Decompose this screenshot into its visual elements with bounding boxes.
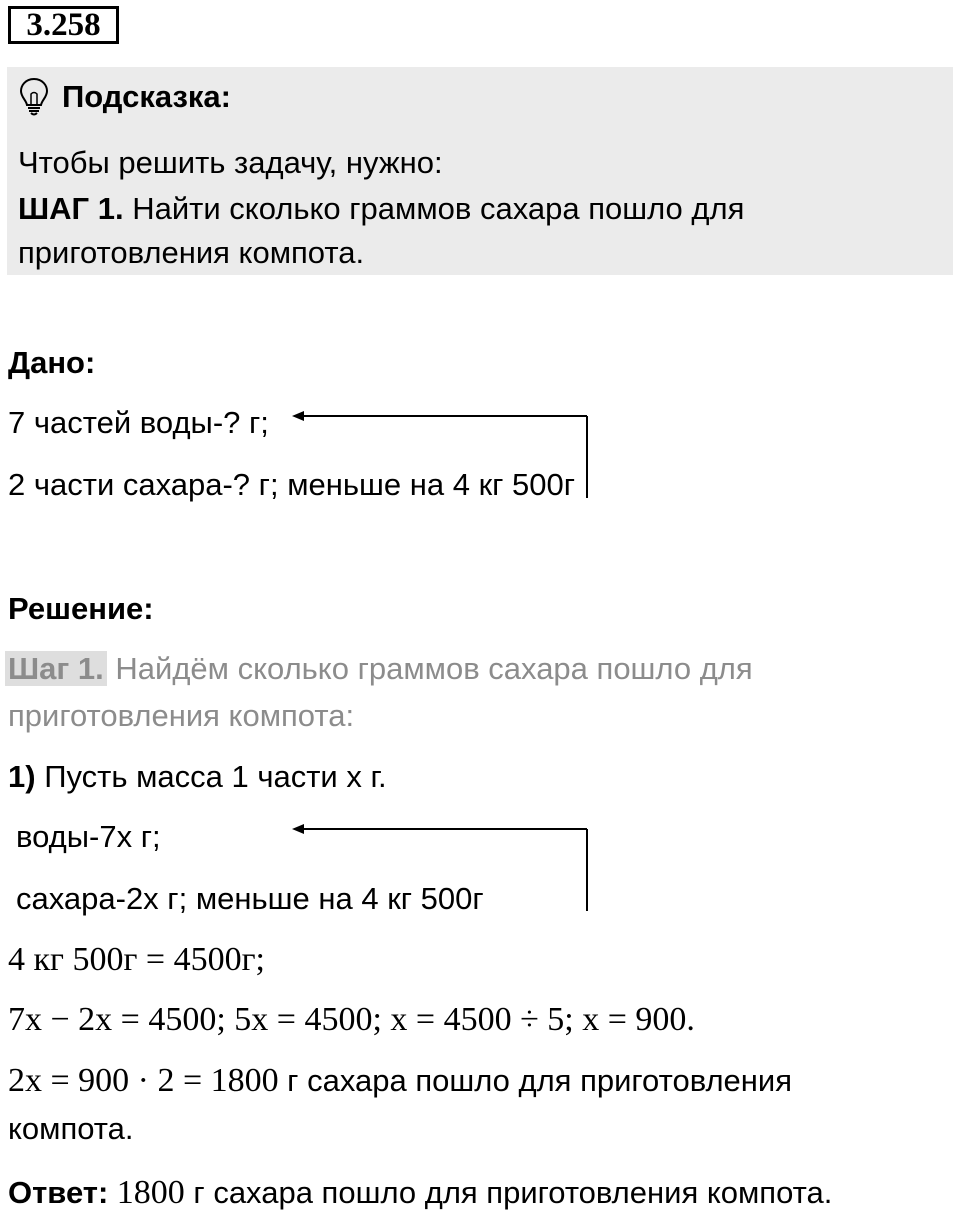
answer-text: г сахара пошло для приготовления компота. [184, 1175, 833, 1210]
given-comparison-arrow [290, 408, 592, 500]
hint-step-line1 [18, 190, 744, 228]
given-line2: 2 части сахара-? г; меньше на 4 кг 500г [8, 467, 576, 502]
equation-result-line1 [8, 1060, 792, 1108]
equation-solve: 7х − 2х = 4500; 5х = 4500; х = 4500 ÷ 5; х = 900. [8, 1001, 695, 1038]
solution-item1 [8, 758, 387, 796]
given-line1: 7 частей воды-? г; [8, 405, 269, 440]
hint-step-text: Найти сколько граммов сахара пошло для [123, 191, 745, 226]
given-heading: Дано: [8, 345, 96, 380]
solution-heading: Решение: [8, 591, 154, 626]
hint-step-line2: приготовления компота. [18, 235, 365, 270]
solution-sugar: сахара-2х г; меньше на 4 кг 500г [16, 881, 484, 916]
equation-result-line2: компота. [8, 1111, 134, 1146]
hint-intro: Чтобы решить задачу, нужно: [18, 145, 443, 180]
equation-result-text: г сахара пошло для приготовления [287, 1063, 793, 1098]
answer-label: Ответ: [8, 1175, 109, 1210]
item1-number: 1) [8, 759, 36, 794]
equation-conversion: 4 кг 500г = 4500г; [8, 941, 265, 978]
hint-step-label: ШАГ 1. [18, 191, 124, 226]
task-number: 3.258 [8, 6, 119, 44]
solution-comparison-arrow [290, 821, 592, 913]
answer-line [8, 1172, 832, 1220]
answer-number: 1800 [108, 1174, 185, 1211]
solution-step-label: Шаг 1. [5, 651, 107, 686]
solution-water: воды-7х г; [16, 819, 161, 854]
solution-step-line2: приготовления компота: [8, 698, 355, 733]
lightbulb-icon [17, 76, 51, 116]
solution-step-line1 [8, 650, 753, 688]
solution-step-text: Найдём сколько граммов сахара пошло для [106, 651, 753, 686]
equation-result-math: 2х = 900 · 2 = 1800 [8, 1062, 288, 1099]
item1-text: Пусть масса 1 части х г. [35, 759, 387, 794]
hint-title: Подсказка: [62, 79, 231, 114]
